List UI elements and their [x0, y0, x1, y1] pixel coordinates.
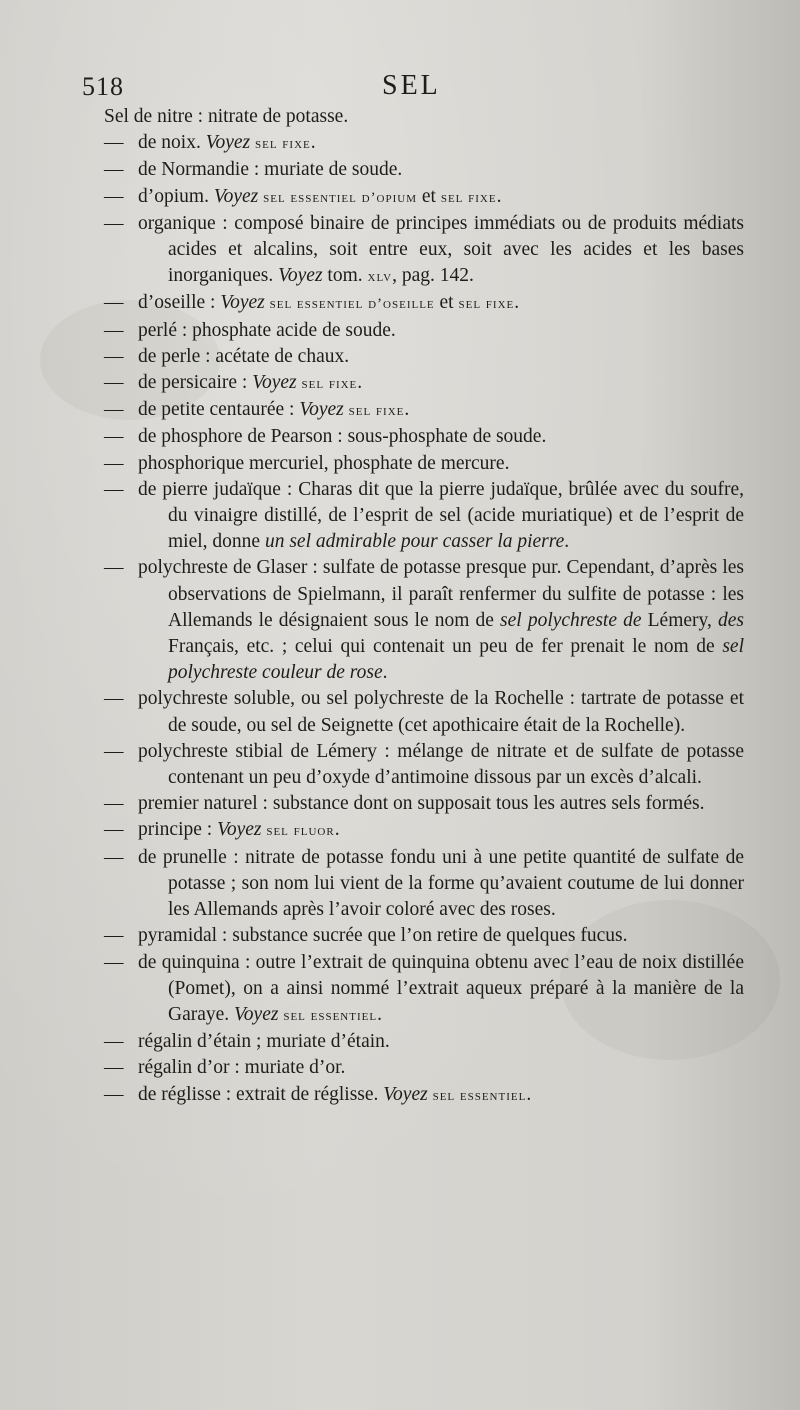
- entry-dash: —: [104, 185, 124, 207]
- dictionary-entry: [104, 344, 744, 370]
- dictionary-entry: [104, 1029, 744, 1055]
- entry-text: perlé : phosphate acide de soude.: [138, 319, 396, 341]
- entry-text: .: [496, 185, 502, 207]
- italic-text: Voyez: [234, 1003, 279, 1025]
- dictionary-entry: [104, 950, 744, 1030]
- entry-text: pyramidal : substance sucrée que l’on retire de quelques fucus.: [138, 925, 628, 947]
- italic-text: Voyez: [278, 265, 323, 287]
- italic-text: Voyez: [299, 399, 344, 421]
- dictionary-entry: [104, 923, 744, 949]
- entry-text: .: [377, 1003, 382, 1025]
- small-caps-reference: sel essentiel: [283, 1007, 378, 1024]
- entry-text: .: [334, 819, 340, 841]
- entry-dash: —: [104, 1031, 124, 1053]
- entry-text: .: [310, 132, 316, 154]
- dictionary-entry: [104, 370, 744, 397]
- entry-dash: —: [104, 557, 124, 579]
- entry-dash: —: [104, 1083, 124, 1105]
- dictionary-entry: [104, 424, 744, 450]
- italic-text: sel polychreste couleur de rose: [168, 636, 744, 684]
- entry-dash: —: [104, 925, 124, 947]
- italic-text: Voyez: [220, 292, 265, 314]
- italic-text: Voyez: [252, 372, 297, 394]
- entry-text: .: [357, 372, 363, 394]
- dictionary-entry: [104, 104, 744, 130]
- entry-text: .: [404, 399, 410, 421]
- dictionary-entry: [104, 290, 744, 317]
- italic-text: Voyez: [205, 132, 251, 154]
- entry-dash: —: [104, 951, 124, 973]
- entry-dash: —: [104, 212, 124, 234]
- entry-text: de petite centaurée :: [138, 399, 300, 421]
- dictionary-entry: [104, 817, 744, 844]
- small-caps-reference: sel essentiel d’opium: [263, 189, 418, 206]
- dictionary-entry: [104, 184, 744, 211]
- italic-text: Voyez: [383, 1083, 428, 1105]
- entry-text: principe :: [138, 819, 218, 841]
- entry-text: et: [434, 292, 459, 314]
- entry-dash: —: [104, 426, 124, 448]
- entry-text: d’opium.: [138, 185, 214, 207]
- entry-text: tom.: [322, 265, 368, 287]
- entry-dash: —: [104, 1057, 124, 1079]
- italic-text: Voyez: [217, 819, 262, 841]
- entry-text: phosphorique mercuriel, phosphate de mercure.: [138, 452, 510, 474]
- entry-text: Lémery,: [641, 609, 718, 631]
- small-caps-reference: sel fixe: [301, 376, 358, 393]
- entry-text: de noix.: [138, 132, 206, 154]
- entry-text: polychreste soluble, ou sel polychreste de la Rochelle : tartrate de potasse et de soude, ou sel de Seignette (cet apothicaire était de la Rochelle).: [138, 688, 744, 736]
- small-caps-reference: sel fixe: [348, 403, 405, 420]
- dictionary-entry: [104, 1055, 744, 1081]
- dictionary-entry: [104, 157, 744, 183]
- dictionary-entries: [104, 104, 744, 1109]
- entry-text: de prunelle : nitrate de potasse fondu uni à une petite quantité de sulfate de potasse ; son nom lui vient de la forme qu’avaient coutume de lui donner les Allemands après l’avoir coloré avec des roses.: [138, 846, 744, 921]
- dictionary-entry: [104, 739, 744, 791]
- small-caps-reference: sel fluor: [266, 823, 335, 840]
- entry-dash: —: [104, 159, 124, 181]
- entry-dash: —: [104, 793, 124, 815]
- entry-text: régalin d’étain ; muriate d’étain.: [138, 1031, 390, 1053]
- entry-text: de pierre judaïque : Charas dit que la pierre judaïque, brûlée avec du soufre, du vinaigre distillé, de l’esprit de sel (acide muriatique) et de l’esprit de miel, donne: [138, 478, 744, 553]
- dictionary-entry: [104, 1082, 744, 1109]
- small-caps-reference: sel fixe: [458, 296, 515, 313]
- dictionary-entry: [104, 451, 744, 477]
- entry-text: , pag. 142.: [392, 265, 474, 287]
- italic-text: un sel admirable pour casser la pierre: [264, 531, 565, 553]
- entry-text: .: [526, 1083, 532, 1105]
- entry-dash: —: [104, 688, 124, 710]
- entry-text: polychreste stibial de Lémery : mélange de nitrate et de sulfate de potasse contenant un peu d’oxyde d’antimoine dissous par un excès d’alcali.: [138, 740, 744, 789]
- dictionary-entry: [104, 318, 744, 344]
- italic-text: sel polychreste de: [500, 609, 642, 631]
- small-caps-reference: sel essentiel d’oseille: [269, 296, 435, 313]
- dictionary-entry: [104, 477, 744, 556]
- entry-text: de quinquina : outre l’extrait de quinquina obtenu avec l’eau de noix distillée (Pomet), on a ainsi nommé l’extrait aqueux préparé à la manière de la Garaye.: [138, 951, 744, 1025]
- entry-dash: —: [104, 399, 124, 421]
- entry-dash: —: [104, 345, 124, 367]
- small-caps-reference: sel fixe: [440, 189, 497, 206]
- page-header: [82, 72, 742, 104]
- entry-text: Sel de nitre : nitrate de potasse.: [104, 106, 349, 127]
- entry-text: de phosphore de Pearson : sous-phosphate de soude.: [138, 426, 547, 448]
- dictionary-entry: [104, 211, 744, 291]
- entry-text: .: [514, 292, 520, 314]
- entry-text: de perle : acétate de chaux.: [138, 345, 350, 367]
- entry-text: et: [417, 185, 441, 207]
- entry-dash: —: [104, 319, 124, 341]
- dictionary-entry: [104, 555, 744, 686]
- page-number: 518: [82, 72, 124, 101]
- entry-text: organique : composé binaire de principes immédiats ou de produits médiats acides et alcalins, soit entre eux, soit avec les acides et les bases inorganiques.: [138, 212, 744, 287]
- entry-text: Français, etc. ; celui qui contenait un peu de fer prenait le nom de: [168, 636, 723, 658]
- entry-text: de persicaire :: [138, 372, 253, 394]
- small-caps-reference: sel essentiel: [432, 1087, 527, 1104]
- entry-dash: —: [104, 132, 124, 154]
- entry-text: polychreste de Glaser : sulfate de potasse presque pur. Cependant, d’après les observations de Spielmann, il paraît renfermer du sulfite de potasse : les Allemands le désignaient sous le nom de: [138, 557, 744, 631]
- italic-text: Voyez: [213, 185, 259, 207]
- dictionary-entry: [104, 845, 744, 924]
- entry-dash: —: [104, 819, 124, 841]
- entry-text: d’oseille :: [138, 292, 221, 314]
- entry-dash: —: [104, 452, 124, 474]
- small-caps-reference: xlv: [367, 269, 393, 286]
- entry-dash: —: [104, 478, 124, 500]
- small-caps-reference: sel fixe: [254, 136, 311, 153]
- entry-text: régalin d’or : muriate d’or.: [138, 1057, 346, 1079]
- entry-text: .: [382, 662, 388, 684]
- entry-dash: —: [104, 372, 124, 394]
- entry-dash: —: [104, 292, 124, 314]
- dictionary-entry: [104, 791, 744, 817]
- italic-text: des: [718, 609, 744, 631]
- running-title: SEL: [382, 70, 441, 101]
- entry-text: de réglisse : extrait de réglisse.: [138, 1083, 384, 1105]
- entry-text: premier naturel : substance dont on supposait tous les autres sels formés.: [138, 793, 705, 815]
- dictionary-entry: [104, 130, 744, 157]
- dictionary-entry: [104, 397, 744, 424]
- entry-dash: —: [104, 740, 124, 762]
- entry-text: de Normandie : muriate de soude.: [138, 159, 403, 181]
- entry-dash: —: [104, 846, 124, 868]
- dictionary-entry: [104, 686, 744, 738]
- entry-text: .: [564, 531, 570, 553]
